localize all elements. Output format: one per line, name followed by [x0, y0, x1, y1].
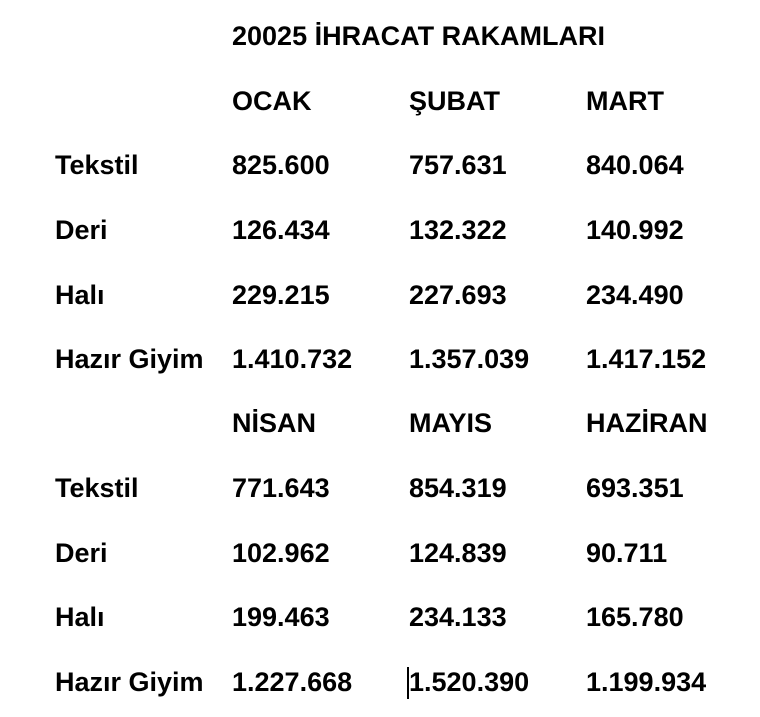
table-cell: 771.643: [232, 473, 330, 503]
table-cell: 165.780: [586, 602, 684, 632]
month-header-row: [0, 81, 760, 121]
table-cell: 124.839: [409, 538, 507, 568]
table-cell: 234.490: [586, 280, 684, 310]
row-label: Tekstil: [55, 150, 139, 180]
table-cell: 1.199.934: [586, 667, 707, 697]
table-cell[interactable]: 1.520.390: [409, 667, 530, 697]
table-cell: 199.463: [232, 602, 330, 632]
table-cell: 132.322: [409, 215, 507, 245]
table-cell: 227.693: [409, 280, 507, 310]
table-cell: 229.215: [232, 280, 330, 310]
table-cell: 234.133: [409, 602, 507, 632]
row-label: Tekstil: [55, 473, 139, 503]
row-label: Halı: [55, 602, 105, 632]
table-cell: 140.992: [586, 215, 684, 245]
table-cell: 840.064: [586, 150, 684, 180]
table-row: [0, 597, 760, 637]
month-header: MART: [586, 86, 664, 116]
table-row: [0, 275, 760, 315]
row-label: Deri: [55, 215, 108, 245]
text-cursor: [407, 667, 409, 699]
row-label: Hazır Giyim: [55, 667, 204, 697]
table-row: [0, 145, 760, 185]
table-row: [0, 210, 760, 250]
table-cell: 825.600: [232, 150, 330, 180]
table-cell: 854.319: [409, 473, 507, 503]
document-title: 20025 İHRACAT RAKAMLARI: [232, 21, 606, 51]
row-label: Hazır Giyim: [55, 344, 204, 374]
table-cell: 1.357.039: [409, 344, 530, 374]
table-cell: 102.962: [232, 538, 330, 568]
month-header: MAYIS: [409, 408, 493, 438]
table-cell: 90.711: [586, 538, 668, 568]
table-cell: 757.631: [409, 150, 507, 180]
month-header-row: [0, 403, 760, 443]
month-header: HAZİRAN: [586, 408, 708, 438]
table-row: [0, 662, 760, 702]
table-row: [0, 339, 760, 379]
table-row: [0, 533, 760, 573]
table-cell: 1.410.732: [232, 344, 353, 374]
month-header: OCAK: [232, 86, 312, 116]
month-header: NİSAN: [232, 408, 317, 438]
month-header: ŞUBAT: [409, 86, 500, 116]
table-cell: 1.417.152: [586, 344, 707, 374]
table-cell: 126.434: [232, 215, 330, 245]
table-cell: 693.351: [586, 473, 684, 503]
table-cell: 1.227.668: [232, 667, 353, 697]
table-row: [0, 468, 760, 508]
row-label: Halı: [55, 280, 105, 310]
row-label: Deri: [55, 538, 108, 568]
